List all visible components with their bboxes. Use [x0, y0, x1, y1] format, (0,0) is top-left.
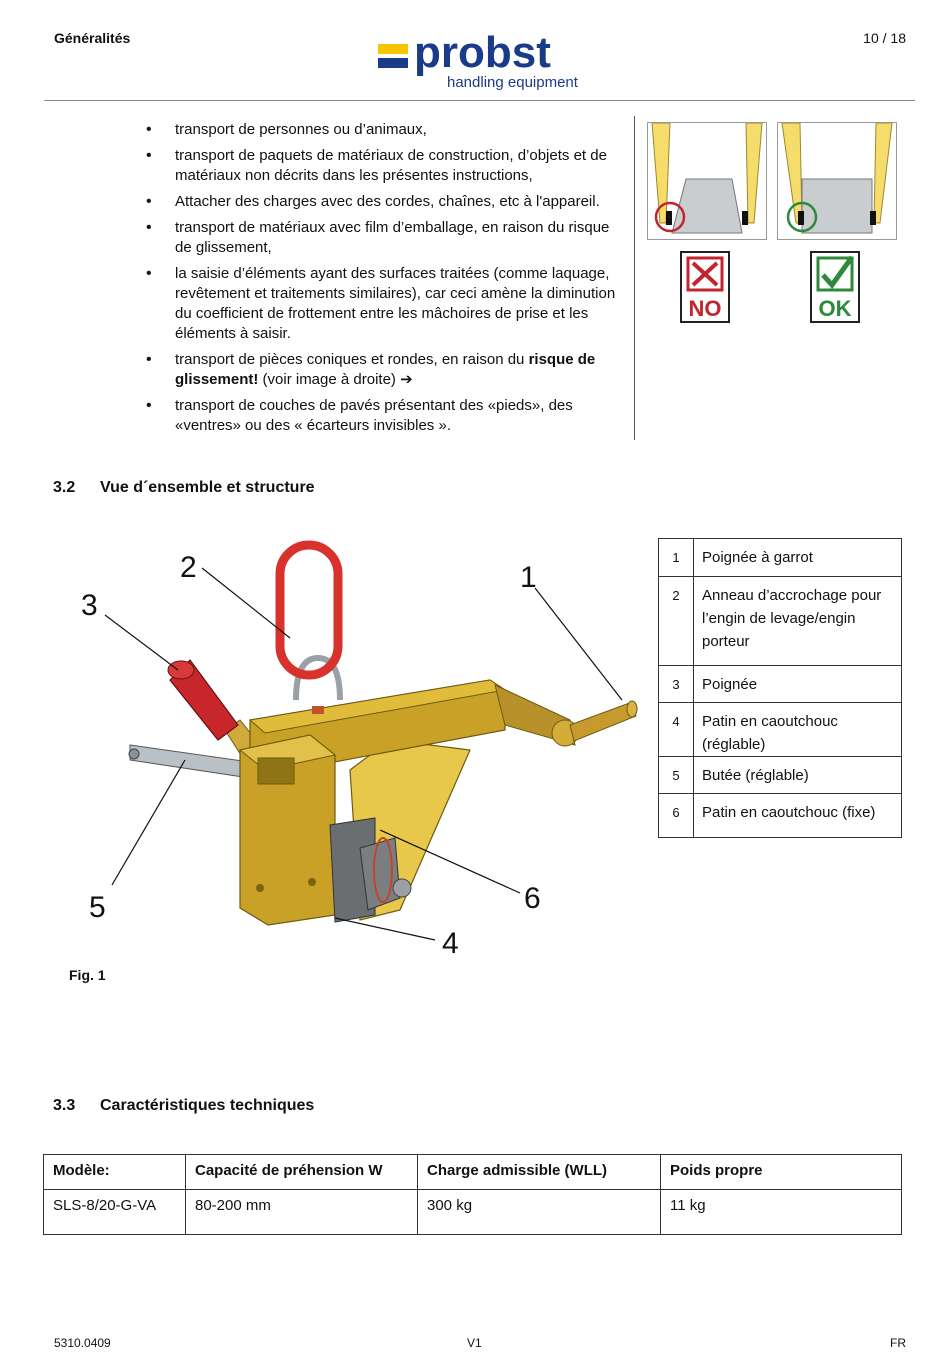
no-stamp-label: NO — [688, 296, 722, 321]
legend-text: Poignée à garrot — [694, 539, 902, 577]
table-cell: SLS-8/20-G-VA — [44, 1190, 186, 1235]
table-row — [44, 1190, 902, 1235]
parts-legend-table — [658, 538, 902, 838]
column-header: Capacité de préhension W — [186, 1155, 418, 1190]
ok-stamp — [810, 251, 860, 323]
jaw-parallel-correct-illustration — [777, 122, 897, 240]
table-cell: 11 kg — [661, 1190, 902, 1235]
column-header: Poids propre — [661, 1155, 902, 1190]
list-item: • transport de personnes ou d’animaux, — [140, 120, 630, 140]
legend-number: 3 — [659, 666, 694, 703]
callout-3: 3 — [81, 589, 98, 622]
table-row — [659, 757, 902, 794]
legend-number: 5 — [659, 757, 694, 794]
table-row — [659, 703, 902, 757]
table-row — [659, 794, 902, 838]
jaw-conical-wrong-illustration — [647, 122, 767, 240]
section-title: Vue d´ensemble et structure — [100, 479, 315, 496]
section-title: Caractéristiques techniques — [100, 1097, 315, 1114]
column-header: Modèle: — [44, 1155, 186, 1190]
prohibited-uses-list — [140, 120, 630, 442]
list-item-text: transport de pièces coniques et rondes, en raison du — [175, 351, 529, 368]
legend-number: 1 — [659, 539, 694, 577]
legend-text: Butée (réglable) — [694, 757, 902, 794]
list-item-text: (voir image à droite) ➔ — [258, 371, 413, 388]
figure-caption: Fig. 1 — [69, 967, 106, 983]
ok-stamp-label: OK — [818, 296, 852, 321]
legend-number: 4 — [659, 703, 694, 757]
list-item-bold: risque de glissement! — [175, 351, 596, 388]
callout-2: 2 — [180, 551, 197, 584]
logo-wordmark: probst — [414, 28, 551, 77]
column-divider — [634, 116, 635, 440]
list-item: • transport de matériaux avec film d’emballage, en raison du risque de glissement, — [140, 218, 630, 258]
table-header-row — [44, 1155, 902, 1190]
list-item — [140, 350, 630, 390]
legend-text: Patin en caoutchouc (fixe) — [694, 794, 902, 838]
legend-text: Anneau d’accrochage pour l’engin de levage/engin porteur — [694, 577, 902, 666]
version: V1 — [467, 1336, 482, 1350]
legend-text: Patin en caoutchouc (réglable) — [694, 703, 902, 757]
table-cell: 300 kg — [418, 1190, 661, 1235]
legend-number: 2 — [659, 577, 694, 666]
probst-logo — [378, 28, 598, 96]
header-section-title: Généralités — [54, 30, 131, 46]
callout-5: 5 — [89, 891, 106, 924]
logo-tagline: handling equipment — [447, 74, 578, 91]
section-number: 3.2 — [53, 479, 76, 496]
list-item: • la saisie d’éléments ayant des surfaces traitées (comme laquage, revêtement et traitements similaires), car ceci amène la diminution du coefficient de frottement entre les mâchoires de prise et les éléments à saisir. — [140, 264, 630, 344]
header-divider — [44, 100, 915, 101]
callout-1: 1 — [520, 561, 537, 594]
language-code: FR — [890, 1336, 906, 1350]
document-number: 5310.0409 — [54, 1336, 111, 1350]
legend-number: 6 — [659, 794, 694, 838]
column-header: Charge admissible (WLL) — [418, 1155, 661, 1190]
legend-text: Poignée — [694, 666, 902, 703]
table-row — [659, 577, 902, 666]
table-cell: 80-200 mm — [186, 1190, 418, 1235]
clamp-device-illustration — [50, 530, 650, 970]
table-row — [659, 539, 902, 577]
callout-6: 6 — [524, 882, 541, 915]
no-stamp — [680, 251, 730, 323]
table-row — [659, 666, 902, 703]
callout-4: 4 — [442, 927, 459, 960]
page-number: 10 / 18 — [863, 30, 906, 46]
list-item: • transport de couches de pavés présentant des «pieds», des «ventres» ou des « écarteurs invisibles ». — [140, 396, 630, 436]
technical-specs-table — [43, 1154, 902, 1235]
section-number: 3.3 — [53, 1097, 76, 1114]
list-item: • transport de paquets de matériaux de construction, d’objets et de matériaux non décrits dans les présentes instructions, — [140, 146, 630, 186]
list-item: • Attacher des charges avec des cordes, chaînes, etc à l'appareil. — [140, 192, 630, 212]
